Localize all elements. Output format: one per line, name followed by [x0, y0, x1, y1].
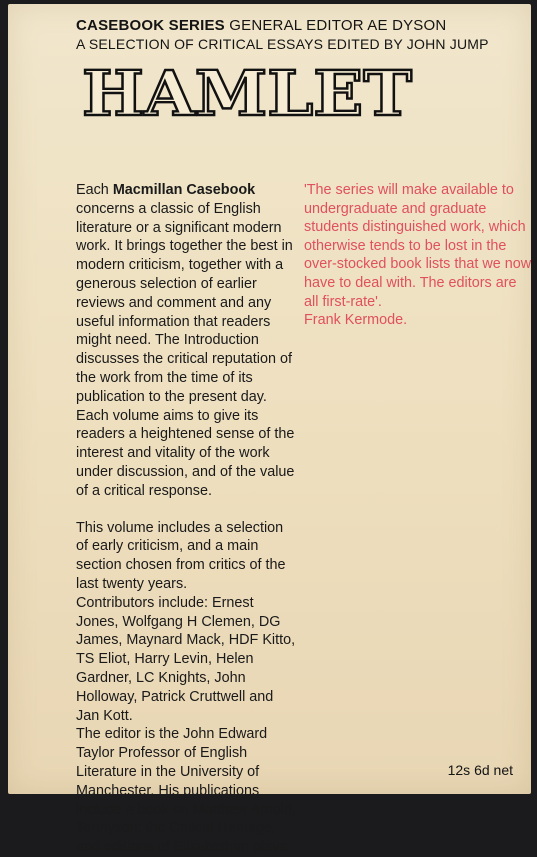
- casebook-name: Macmillan Casebook: [112, 182, 256, 198]
- series-blurb: [76, 181, 298, 857]
- blurb-paragraph-contributors: Contributors include: Ernest Jones, Wolfgang H Clemen, DG James, Maynard Mack, HDF Kitto, TS Eliot, Harry Levin, Helen Gardner, LC Knights, John Holloway, Patrick Cruttwell and Jan Kott.: [76, 594, 296, 724]
- book-title: HAMLET: [82, 60, 412, 126]
- general-editor: GENERAL EDITOR AE DYSON: [229, 17, 447, 34]
- price-label: 12s 6d net: [447, 762, 513, 778]
- book-title-logo: [78, 60, 418, 126]
- quote-author: Frank Kermode.: [304, 312, 408, 329]
- blurb-intro-text: concerns a classic of English literature or a significant modern work. It brings together the best in modern criticism, together with a generous selection of earlier reviews and comment and any useful information that readers might need. The Introduction discusses the critical reputation of the work from the time of its publication to the present day.: [76, 200, 293, 405]
- quote-text: 'The series will make available to undergraduate and graduate students distinguished work, which otherwise tends to be lost in the over-stocked book lists that we now have to deal with. The editors are all first-rate'.: [304, 182, 532, 310]
- blurb-paragraph-aims: Each volume aims to give its readers a heightened sense of the interest and vitality of the work under discussion, and of the value of a critical response.: [76, 407, 295, 499]
- blurb-lead: Each: [76, 182, 113, 198]
- review-quote: [304, 181, 532, 330]
- blurb-paragraph-contents: This volume includes a selection of early criticism, and a main section chosen from critics of the last twenty years.: [76, 519, 286, 592]
- back-cover: [8, 4, 532, 856]
- series-name: CASEBOOK SERIES: [76, 17, 225, 34]
- blurb-paragraph-intro: [76, 181, 298, 407]
- series-heading: [76, 17, 446, 34]
- title-outline-svg: [78, 60, 418, 126]
- blurb-paragraph-editor: The editor is the John Edward Taylor Professor of English Literature in the University of Manchester. His publications include a book on Matthew Arnold, Tennyson: the Critical Heritage, and editions of Elizabethan plays.: [76, 726, 296, 856]
- essays-subheading: A SELECTION OF CRITICAL ESSAYS EDITED BY JOHN JUMP: [76, 36, 489, 52]
